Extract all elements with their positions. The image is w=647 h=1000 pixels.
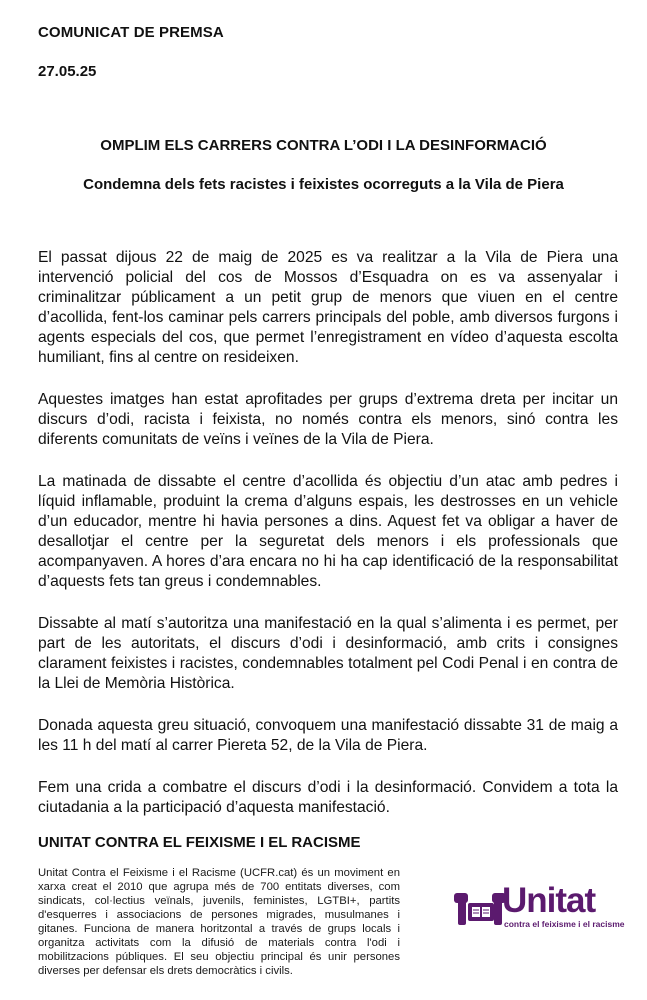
headline: OMPLIM ELS CARRERS CONTRA L’ODI I LA DESINFORMACIÓ: [100, 137, 547, 154]
footer-heading: UNITAT CONTRA EL FEIXISME I EL RACISME: [38, 834, 361, 851]
logo-wordmark: Unitat: [502, 881, 596, 920]
press-release-label: COMUNICAT DE PREMSA: [38, 24, 224, 41]
paragraph: Donada aquesta greu situació, convoquem una manifestació dissabte 31 de maig a les 11 h del matí al carrer Piereta 52, de la Vila de Piera.: [38, 717, 618, 754]
paragraph: La matinada de dissabte el centre d’acollida és objectiu d’un atac amb pedres i líquid inflamable, produint la crema d’alguns espais, les destrosses en un vehicle d’un educador, mentre hi havia persones a dins. Aquest fet va obligar a haver de desallotjar el centre per la seguretat dels menors i els professionals que acompanyaven. A hores d’ara encara no hi ha cap identificació de la responsabilitat d’aquests fets tan greus i condemnables.: [38, 473, 618, 590]
unitat-logo: [452, 881, 625, 933]
paragraph: Dissabte al matí s’autoritza una manifestació en la qual s’alimenta i es permet, per part de les autoritats, el discurs d’odi i desinformació, amb crits i consignes clarament feixistes i racistes, condemnables totalment pel Codi Penal i en contra de la Llei de Memòria Històrica.: [38, 615, 618, 692]
press-release-date: 27.05.25: [38, 63, 97, 80]
paragraph: Fem una crida a combatre el discurs d’odi i la desinformació. Convidem a tota la ciutadania a la participació d’aquesta manifestació.: [38, 779, 618, 816]
body-text: [38, 248, 618, 840]
subheadline: Condemna dels fets racistes i feixistes ocorreguts a la Vila de Piera: [83, 176, 564, 193]
footer-description: Unitat Contra el Feixisme i el Racisme (UCFR.cat) és un moviment en xarxa creat el 2010 que agrupa més de 700 entitats diverses, com sindicats, col·lectius veïnals, juvenils, feministes, LGTBI+, partits d'esquerres i associacions de persones migrades, musulmanes i gitanes. Funciona de manera horitzontal a través de grups locals i organitza activitats com la difusió de materials contra l'odi i mobilitzacions públiques. El seu objectiu principal és unir persones diverses per defensar els drets democràtics i civils.: [38, 867, 400, 977]
paragraph: El passat dijous 22 de maig de 2025 es va realitzar a la Vila de Piera una intervenció policial del cos de Mossos d’Esquadra on es va assenyalar i criminalitzar públicament a un petit grup de menors que viuen en el centre d’acollida, fent-los caminar pels carrers principals del poble, amb diversos furgons i agents especials del cos, que permet l’enregistrament en vídeo d’aquesta escolta humiliant, fins al centre on resideixen.: [38, 249, 618, 366]
logo-tagline: contra el feixisme i el racisme: [504, 919, 625, 929]
raised-fists-logo-icon: [452, 889, 508, 929]
paragraph: Aquestes imatges han estat aprofitades per grups d’extrema dreta per incitar un discurs d’odi, racista i feixista, no només contra els menors, sinó contra les diferents comunitats de veïns i veïnes de la Vila de Piera.: [38, 391, 618, 448]
